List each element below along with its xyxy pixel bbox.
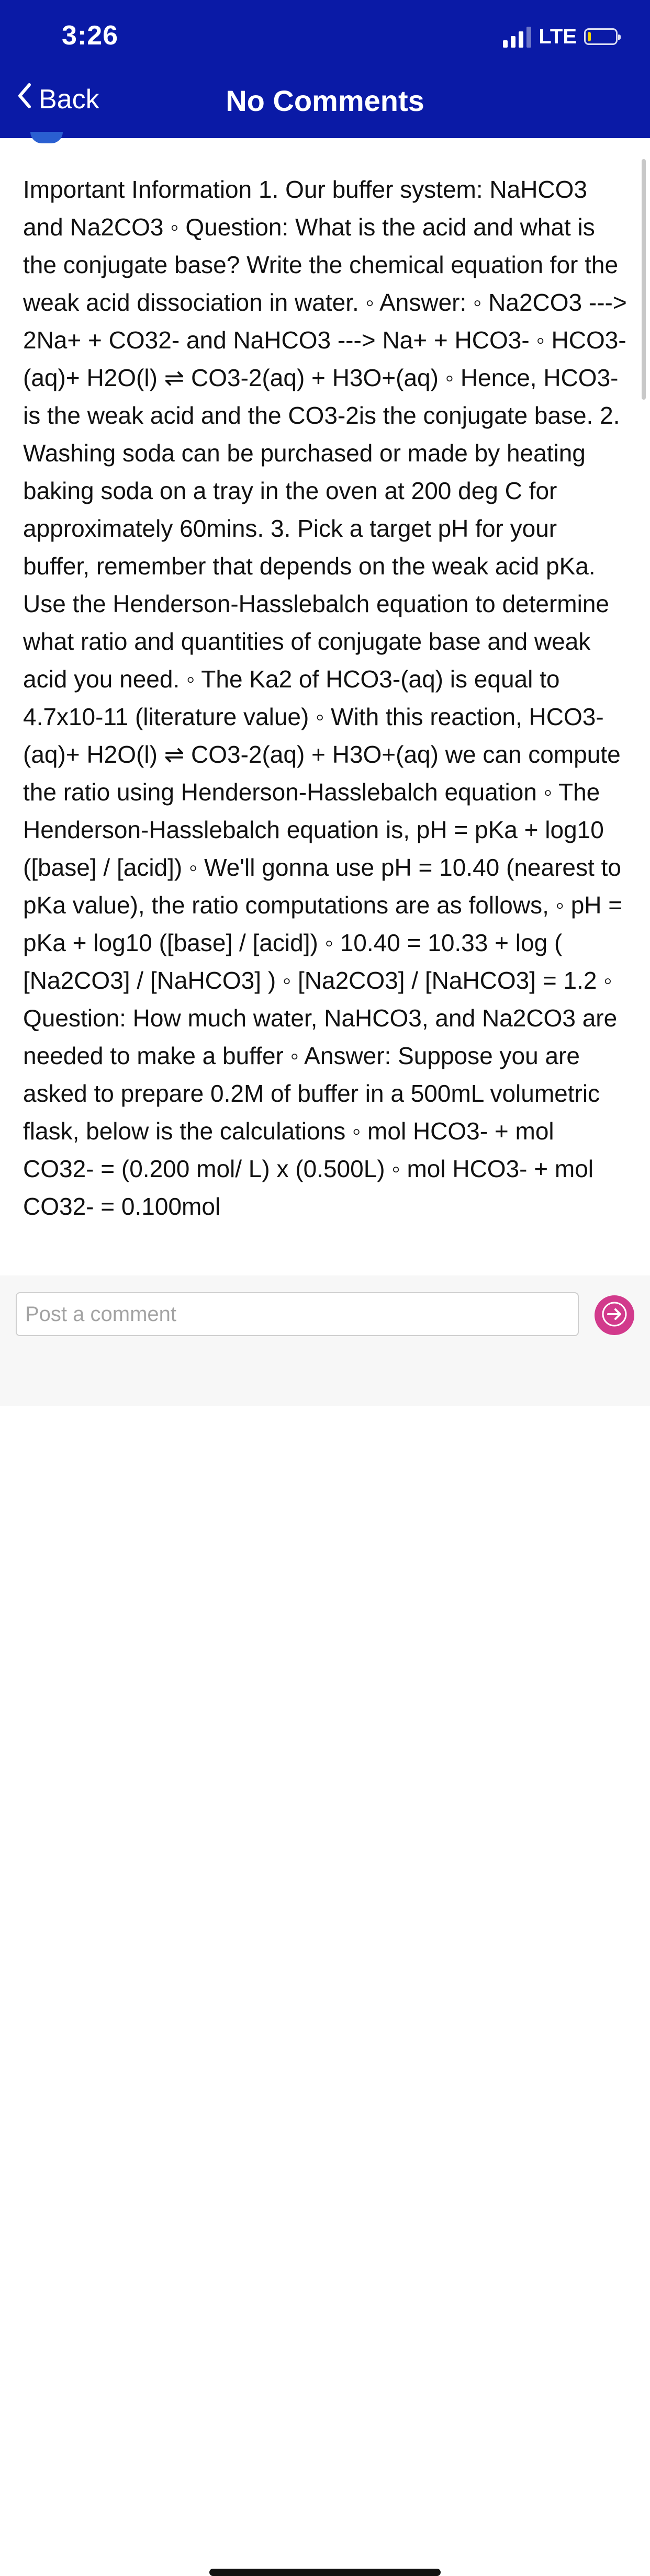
page-title: No Comments bbox=[226, 84, 424, 117]
arrow-right-icon bbox=[601, 1301, 627, 1330]
status-indicators bbox=[503, 23, 618, 50]
send-button[interactable] bbox=[595, 1295, 634, 1335]
answer-content[interactable] bbox=[0, 138, 650, 1275]
battery-level bbox=[588, 32, 591, 41]
status-time: 3:26 bbox=[62, 20, 119, 51]
comment-input[interactable] bbox=[16, 1292, 579, 1336]
battery-icon bbox=[584, 28, 618, 45]
signal-icon bbox=[503, 26, 531, 48]
scrollbar[interactable] bbox=[642, 159, 646, 400]
back-label: Back bbox=[39, 84, 99, 115]
comment-bar bbox=[0, 1275, 650, 1406]
network-label: LTE bbox=[539, 25, 577, 48]
home-indicator bbox=[209, 2569, 441, 2576]
answer-text: Important Information 1. Our buffer system: NaHCO3 and Na2CO3 ◦ Question: What is the acid and what is the conjugate base? Write the chemical equation for the weak acid dissociation in water. ◦ Answer: ◦ Na2CO3 ---> 2Na+ + CO32- and NaHCO3 ---> Na+ + HCO3- ◦ HCO3-(aq)+ H2O(l) ⇌ CO3-2(aq) + H3O+(aq) ◦ Hence, HCO3- is the weak acid and the CO3-2is the conjugate base. 2. Washing soda can be purchased or made by heating baking soda on a tray in the oven at 200 deg C for approximately 60mins. 3. Pick a target pH for your buffer, remember that depends on the weak acid pKa. Use the Henderson-Hasslebalch equation to determine what ratio and quantities of conjugate base and weak acid you need. ◦ The Ka2 of HCO3-(aq) is equal to 4.7x10-11 (literature value) ◦ With this reaction, HCO3-(aq)+ H2O(l) ⇌ CO3-2(aq) + H3O+(aq) we can compute the ratio using Henderson-Hasslebalch equation ◦ The Henderson-Hasslebalch equation is, pH = pKa + log10 ([base] / [acid]) ◦ We'll gonna use pH = 10.40 (nearest to pKa value), the ratio computations are as follows, ◦ pH = pKa + log10 ([base] / [acid]) ◦ 10.40 = 10.33 + log ( [Na2CO3] / [NaHCO3] ) ◦ [Na2CO3] / [NaHCO3] = 1.2 ◦ Question: How much water, NaHCO3, and Na2CO3 are needed to make a buffer ◦ Answer: Suppose you are asked to prepare 0.2M of buffer in a 500mL volumetric flask, below is the calculations ◦ mol HCO3- + mol CO32- = (0.200 mol/ L) x (0.500L) ◦ mol HCO3- + mol CO32- = 0.100mol bbox=[23, 176, 627, 1220]
nav-header bbox=[0, 0, 650, 138]
